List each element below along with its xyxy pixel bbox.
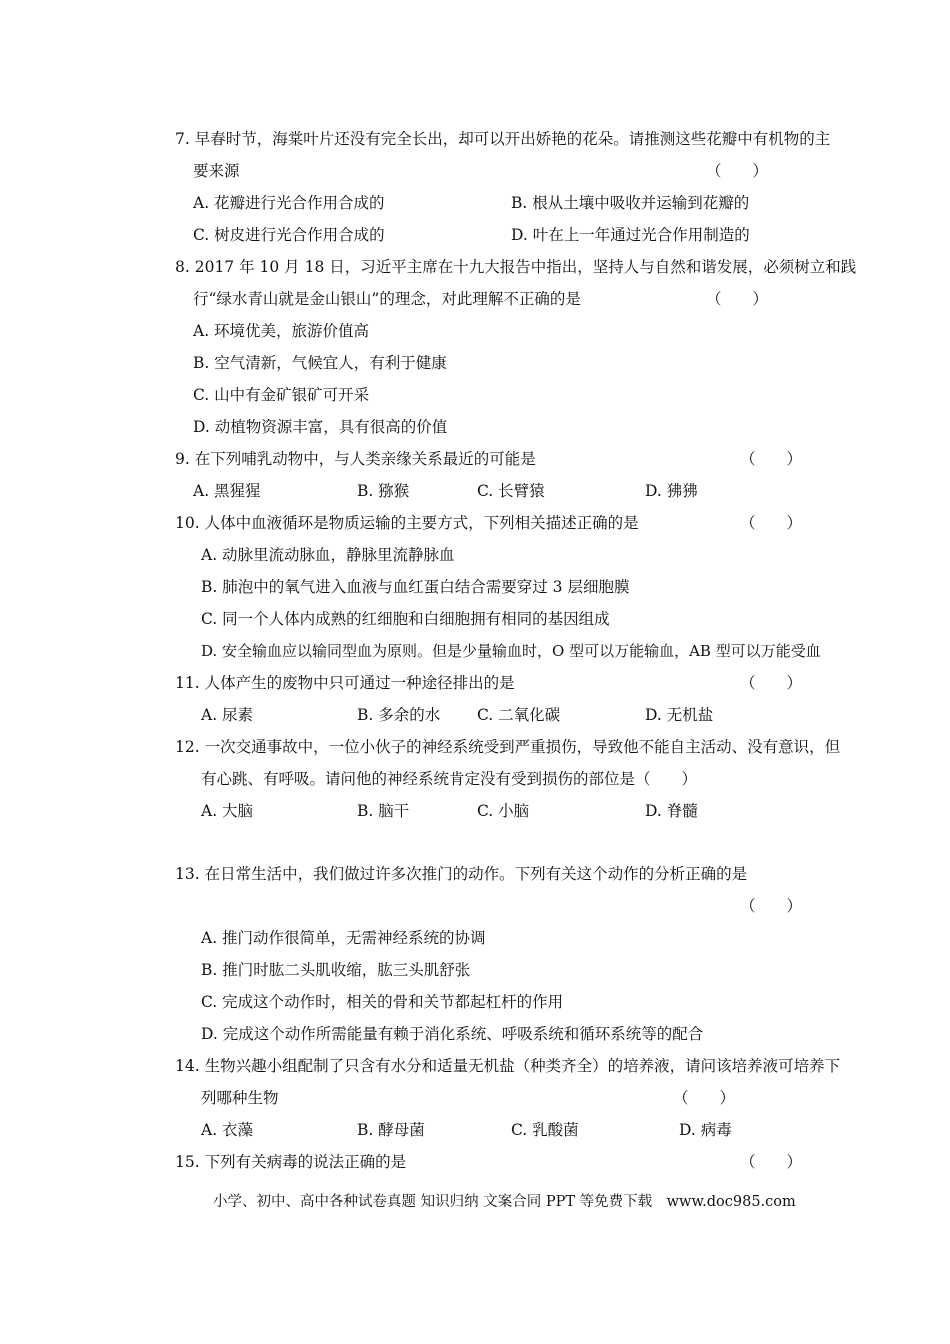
q10-option-d: D. 安全输血应以输同型血为原则。但是少量输血时，O 型可以万能输血，AB 型可以万能受血: [201, 642, 821, 660]
q7-option-d: D. 叶在上一年通过光合作用制造的: [511, 226, 750, 244]
page-footer: 小学、初中、高中各种试卷真题 知识归纳 文案合同 PPT 等免费下载 www.doc985.com: [213, 1194, 796, 1210]
q14-option-a: A. 衣藻: [201, 1121, 254, 1139]
q15-answer-paren: （ ）: [740, 1153, 803, 1171]
q7-option-b: B. 根从土壤中吸收并运输到花瓣的: [511, 194, 750, 212]
q14-stem-line2: 列哪种生物: [201, 1089, 279, 1107]
q10-stem: 10. 人体中血液循环是物质运输的主要方式，下列相关描述正确的是: [175, 514, 639, 532]
q12-option-a: A. 大脑: [201, 802, 254, 820]
q12-option-b: B. 脑干: [357, 802, 410, 820]
q11-option-b: B. 多余的水: [357, 706, 441, 724]
q8-answer-paren: （ ）: [706, 290, 769, 308]
q13-option-a: A. 推门动作很简单，无需神经系统的协调: [201, 929, 486, 947]
q7-stem-line2: 要来源: [193, 162, 240, 180]
q8-option-d: D. 动植物资源丰富，具有很高的价值: [193, 418, 448, 436]
q10-option-a: A. 动脉里流动脉血，静脉里流静脉血: [201, 546, 455, 564]
q8-option-a: A. 环境优美，旅游价值高: [193, 322, 370, 340]
q14-answer-paren: （ ）: [673, 1089, 736, 1107]
q11-option-a: A. 尿素: [201, 706, 254, 724]
q12-stem-line2: 有心跳、有呼吸。请问他的神经系统肯定没有受到损伤的部位是（ ）: [201, 770, 698, 788]
q13-option-d: D. 完成这个动作所需能量有赖于消化系统、呼吸系统和循环系统等的配合: [201, 1025, 704, 1043]
q12-option-c: C. 小脑: [477, 802, 530, 820]
q9-answer-paren: （ ）: [740, 450, 803, 468]
q11-answer-paren: （ ）: [740, 674, 803, 692]
q10-answer-paren: （ ）: [740, 514, 803, 532]
q9-stem: 9. 在下列哺乳动物中，与人类亲缘关系最近的可能是: [175, 450, 536, 468]
q7-option-c: C. 树皮进行光合作用合成的: [193, 226, 385, 244]
q8-option-b: B. 空气清新，气候宜人，有利于健康: [193, 354, 447, 372]
q8-stem-line1: 8. 2017 年 10 月 18 日，习近平主席在十九大报告中指出，坚持人与自然和谐发展，必须树立和践: [175, 258, 857, 276]
q8-option-c: C. 山中有金矿银矿可开采: [193, 386, 370, 404]
q11-option-c: C. 二氧化碳: [477, 706, 561, 724]
q9-option-b: B. 猕猴: [357, 482, 410, 500]
q12-stem-line1: 12. 一次交通事故中，一位小伙子的神经系统受到严重损伤，导致他不能自主活动、没有意识，但: [175, 738, 841, 756]
q14-stem-line1: 14. 生物兴趣小组配制了只含有水分和适量无机盐（种类齐全）的培养液，请问该培养液可培养下: [175, 1057, 841, 1075]
q9-option-c: C. 长臂猿: [477, 482, 545, 500]
q13-option-b: B. 推门时肱二头肌收缩，肱三头肌舒张: [201, 961, 471, 979]
q15-stem: 15. 下列有关病毒的说法正确的是: [175, 1153, 407, 1171]
q7-stem-line1: 7. 早春时节，海棠叶片还没有完全长出，却可以开出娇艳的花朵。请推测这些花瓣中有机物的主: [175, 130, 831, 148]
q14-option-d: D. 病毒: [679, 1121, 732, 1139]
q14-option-c: C. 乳酸菌: [511, 1121, 579, 1139]
q13-option-c: C. 完成这个动作时，相关的骨和关节都起杠杆的作用: [201, 993, 564, 1011]
q13-stem: 13. 在日常生活中，我们做过许多次推门的动作。下列有关这个动作的分析正确的是: [175, 865, 748, 883]
q10-option-c: C. 同一个人体内成熟的红细胞和白细胞拥有相同的基因组成: [201, 610, 610, 628]
q9-option-d: D. 狒狒: [645, 482, 698, 500]
q14-option-b: B. 酵母菌: [357, 1121, 425, 1139]
q7-answer-paren: （ ）: [706, 162, 769, 180]
q8-stem-line2: 行“绿水青山就是金山银山”的理念，对此理解不正确的是: [193, 290, 581, 308]
q9-option-a: A. 黑猩猩: [193, 482, 261, 500]
q12-option-d: D. 脊髓: [645, 802, 698, 820]
q10-option-b: B. 肺泡中的氧气进入血液与血红蛋白结合需要穿过 3 层细胞膜: [201, 578, 630, 596]
q11-option-d: D. 无机盐: [645, 706, 714, 724]
q7-option-a: A. 花瓣进行光合作用合成的: [193, 194, 385, 212]
q13-answer-paren: （ ）: [740, 897, 803, 915]
q11-stem: 11. 人体产生的废物中只可通过一种途径排出的是: [175, 674, 515, 692]
